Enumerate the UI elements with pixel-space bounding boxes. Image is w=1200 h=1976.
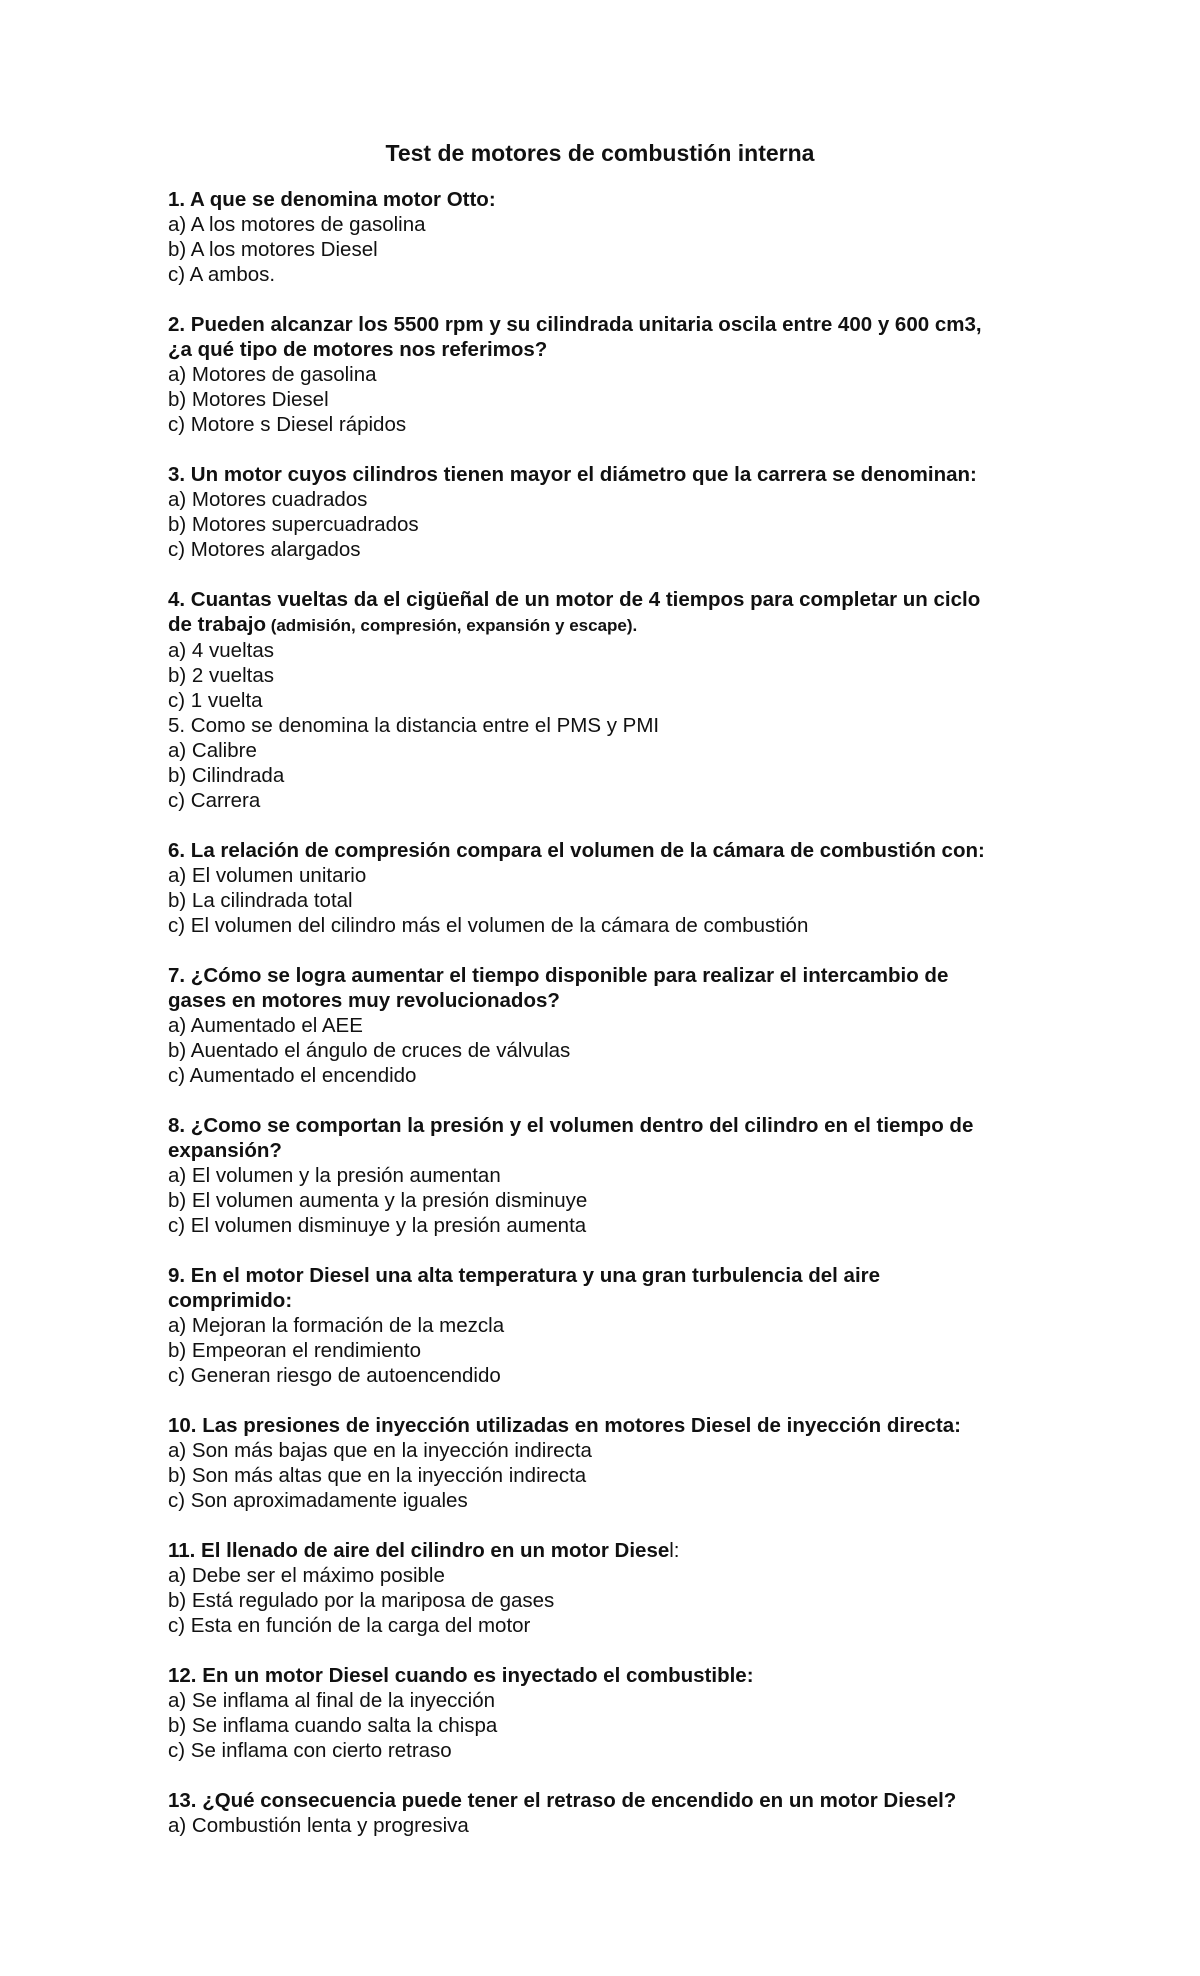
question-10-option-b: b) Son más altas que en la inyección indirecta — [168, 1464, 587, 1487]
question-6 — [168, 838, 1048, 938]
question-4-option-b: b) 2 vueltas — [168, 664, 274, 687]
question-3-option-b: b) Motores supercuadrados — [168, 513, 419, 536]
question-9 — [168, 1263, 1048, 1388]
question-1-option-c: c) A ambos. — [168, 263, 276, 286]
question-3-option-c: c) Motores alargados — [168, 538, 361, 561]
question-11-text-main: 11. El llenado de aire del cilindro en un motor Diese — [168, 1539, 670, 1562]
question-3 — [168, 462, 1048, 562]
question-13 — [168, 1788, 1048, 1838]
question-4-note: (admisión, compresión, expansión y escape). — [265, 616, 638, 635]
question-list — [168, 187, 1048, 1863]
question-4-text-line2 — [168, 612, 1048, 638]
question-2-text-line1: 2. Pueden alcanzar los 5500 rpm y su cilindrada unitaria oscila entre 400 y 600 cm3, — [168, 313, 982, 336]
question-2-text-line2: ¿a qué tipo de motores nos referimos? — [168, 338, 548, 361]
page-title: Test de motores de combustión interna — [385, 140, 815, 166]
question-7 — [168, 963, 1048, 1088]
question-3-text: 3. Un motor cuyos cilindros tienen mayor el diámetro que la carrera se denominan: — [168, 463, 977, 486]
question-10-text: 10. Las presiones de inyección utilizadas en motores Diesel de inyección directa: — [168, 1414, 961, 1437]
question-8 — [168, 1113, 1048, 1238]
question-6-option-b: b) La cilindrada total — [168, 889, 353, 912]
question-5-option-a: a) Calibre — [168, 739, 257, 762]
question-13-option-a: a) Combustión lenta y progresiva — [168, 1814, 469, 1837]
question-7-text-line2: gases en motores muy revolucionados? — [168, 989, 560, 1012]
question-10-option-a: a) Son más bajas que en la inyección indirecta — [168, 1439, 592, 1462]
question-5 — [168, 713, 1048, 813]
question-9-option-c: c) Generan riesgo de autoencendido — [168, 1364, 501, 1387]
question-6-option-c: c) El volumen del cilindro más el volumen de la cámara de combustión — [168, 914, 809, 937]
question-12-option-c: c) Se inflama con cierto retraso — [168, 1739, 452, 1762]
question-6-text: 6. La relación de compresión compara el volumen de la cámara de combustión con: — [168, 839, 985, 862]
question-12-option-b: b) Se inflama cuando salta la chispa — [168, 1714, 498, 1737]
question-11-option-c: c) Esta en función de la carga del motor — [168, 1614, 531, 1637]
question-12-option-a: a) Se inflama al final de la inyección — [168, 1689, 496, 1712]
question-12-text: 12. En un motor Diesel cuando es inyectado el combustible: — [168, 1664, 754, 1687]
question-11-text-tail: l: — [669, 1539, 680, 1562]
question-11-option-b: b) Está regulado por la mariposa de gases — [168, 1589, 555, 1612]
question-8-text-line1: 8. ¿Como se comportan la presión y el volumen dentro del cilindro en el tiempo de — [168, 1114, 974, 1137]
question-9-text-line1: 9. En el motor Diesel una alta temperatura y una gran turbulencia del aire — [168, 1264, 881, 1287]
question-7-option-c: c) Aumentado el encendido — [168, 1064, 417, 1087]
question-9-option-b: b) Empeoran el rendimiento — [168, 1339, 421, 1362]
question-7-option-b: b) Auentado el ángulo de cruces de válvulas — [168, 1039, 571, 1062]
question-2 — [168, 312, 1048, 437]
question-7-text-line1: 7. ¿Cómo se logra aumentar el tiempo disponible para realizar el intercambio de — [168, 964, 949, 987]
question-7-option-a: a) Aumentado el AEE — [168, 1014, 363, 1037]
question-9-text-line2: comprimido: — [168, 1289, 293, 1312]
question-4-text-line2-main: de trabajo — [168, 613, 266, 636]
question-11 — [168, 1538, 1048, 1638]
question-9-option-a: a) Mejoran la formación de la mezcla — [168, 1314, 505, 1337]
question-2-option-b: b) Motores Diesel — [168, 388, 329, 411]
question-6-option-a: a) El volumen unitario — [168, 864, 367, 887]
question-1-option-a: a) A los motores de gasolina — [168, 213, 426, 236]
question-4-option-a: a) 4 vueltas — [168, 639, 274, 662]
question-1-text: 1. A que se denomina motor Otto: — [168, 188, 496, 211]
question-1-option-b: b) A los motores Diesel — [168, 238, 378, 261]
question-11-option-a: a) Debe ser el máximo posible — [168, 1564, 445, 1587]
question-13-text: 13. ¿Qué consecuencia puede tener el retraso de encendido en un motor Diesel? — [168, 1789, 957, 1812]
question-5-option-c: c) Carrera — [168, 789, 261, 812]
question-8-option-c: c) El volumen disminuye y la presión aumenta — [168, 1214, 587, 1237]
question-5-text: 5. Como se denomina la distancia entre el PMS y PMI — [168, 714, 660, 737]
question-4-text-line1: 4. Cuantas vueltas da el cigüeñal de un motor de 4 tiempos para completar un ciclo — [168, 588, 981, 611]
question-3-option-a: a) Motores cuadrados — [168, 488, 368, 511]
question-8-option-b: b) El volumen aumenta y la presión disminuye — [168, 1189, 588, 1212]
question-11-text — [168, 1538, 1048, 1563]
question-8-text-line2: expansión? — [168, 1139, 282, 1162]
question-12 — [168, 1663, 1048, 1763]
question-5-option-b: b) Cilindrada — [168, 764, 285, 787]
question-8-option-a: a) El volumen y la presión aumentan — [168, 1164, 501, 1187]
question-1 — [168, 187, 1048, 287]
question-4-option-c: c) 1 vuelta — [168, 689, 263, 712]
question-2-option-c: c) Motore s Diesel rápidos — [168, 413, 407, 436]
question-10 — [168, 1413, 1048, 1513]
question-4 — [168, 587, 1048, 713]
question-2-option-a: a) Motores de gasolina — [168, 363, 377, 386]
question-10-option-c: c) Son aproximadamente iguales — [168, 1489, 468, 1512]
